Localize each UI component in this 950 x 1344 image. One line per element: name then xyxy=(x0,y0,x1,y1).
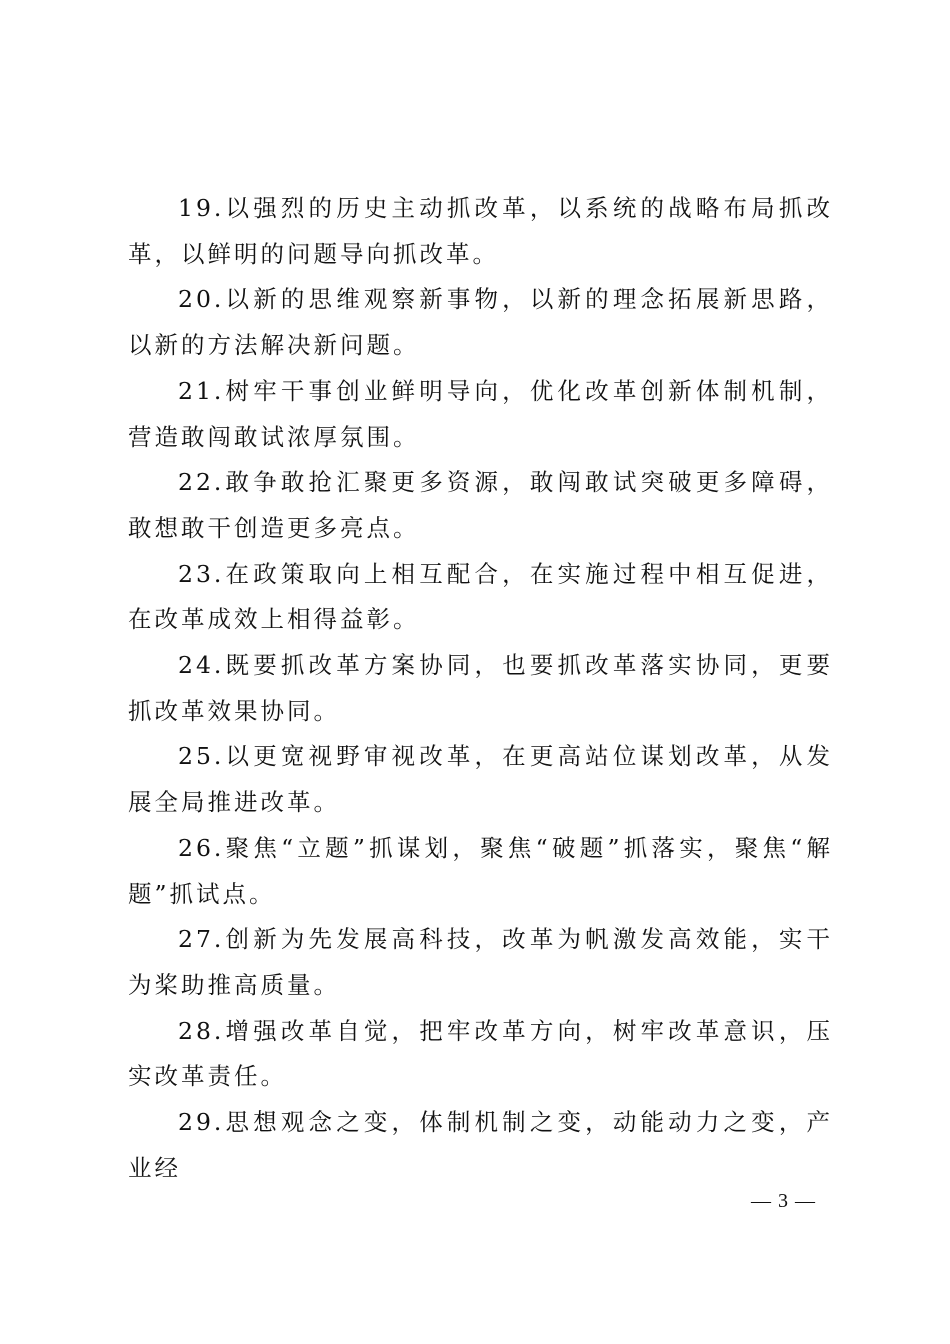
page-number: — 3 — xyxy=(751,1190,816,1212)
paragraph-29: 29.思想观念之变，体制机制之变，动能动力之变，产业经 xyxy=(128,1108,833,1182)
paragraph-23: 23.在政策取向上相互配合，在实施过程中相互促进，在改革成效上相得益彰。 xyxy=(128,559,833,634)
paragraph-21: 21.树牢干事创业鲜明导向，优化改革创新体制机制，营造敢闯敢试浓厚氛围。 xyxy=(128,376,833,451)
paragraph-24: 24.既要抓改革方案协同，也要抓改革落实协同，更要抓改革效果协同。 xyxy=(128,651,833,725)
paragraph-26: 26.聚焦“立题”抓谋划，聚焦“破题”抓落实，聚焦“解题”抓试点。 xyxy=(128,833,833,908)
paragraph-25: 25.以更宽视野审视改革，在更高站位谋划改革，从发展全局推进改革。 xyxy=(128,742,833,817)
paragraph-20: 20.以新的思维观察新事物，以新的理念拓展新思路，以新的方法解决新问题。 xyxy=(128,285,833,360)
paragraph-19: 19.以强烈的历史主动抓改革，以系统的战略布局抓改革，以鲜明的问题导向抓改革。 xyxy=(128,194,833,268)
paragraph-28: 28.增强改革自觉，把牢改革方向，树牢改革意识，压实改革责任。 xyxy=(128,1016,833,1091)
paragraph-27: 27.创新为先发展高科技，改革为帆激发高效能，实干为桨助推高质量。 xyxy=(128,925,833,999)
document-body xyxy=(128,186,833,1191)
paragraph-22: 22.敢争敢抢汇聚更多资源，敢闯敢试突破更多障碍，敢想敢干创造更多亮点。 xyxy=(128,468,833,542)
